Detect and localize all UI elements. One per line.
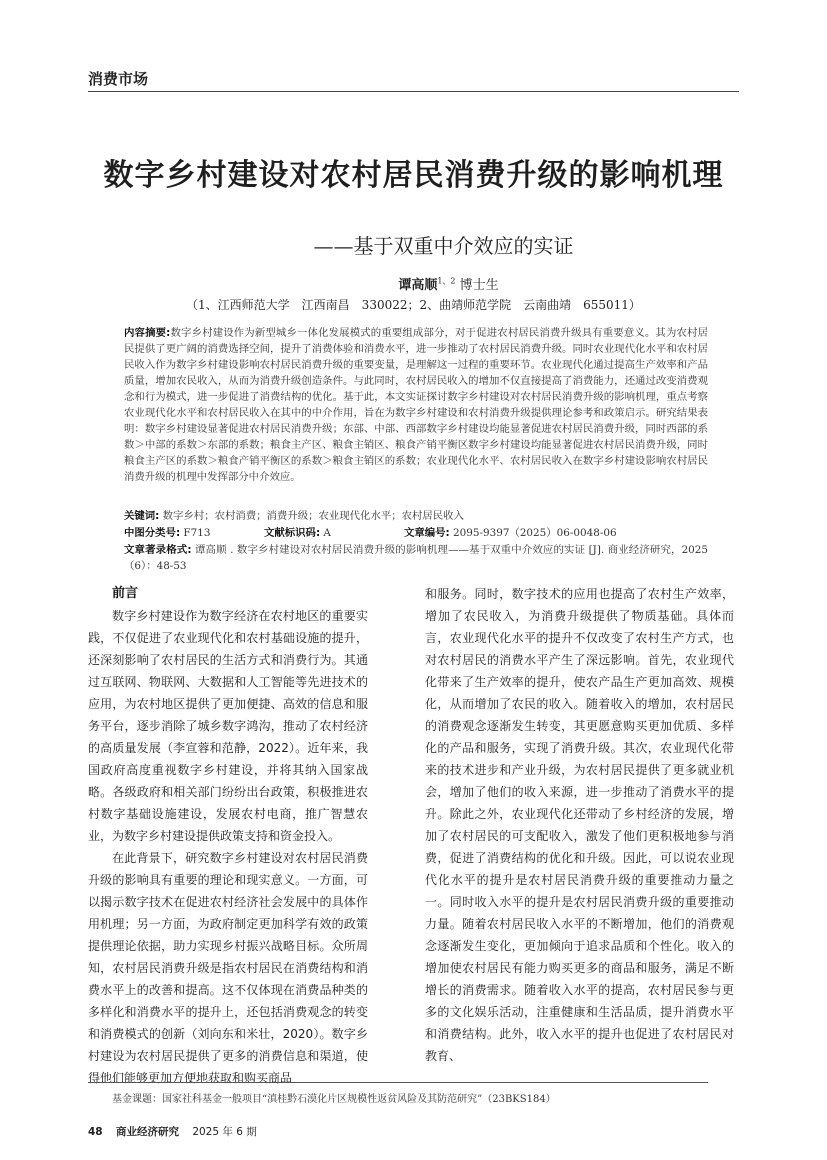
citation-label: 文章著录格式: — [124, 544, 192, 556]
author-affiliation: （1、江西师范大学 江西南昌 330022；2、曲靖师范学院 云南曲靖 655011） — [186, 298, 641, 312]
article-number-value: 2095-9397（2025）06-0048-06 — [453, 527, 617, 539]
abstract-text: 数字乡村建设作为新型城乡一体化发展模式的重要组成部分，对于促进农村居民消费升级具有重要意义。其为农村居民提供了更广阔的消费选择空间，提升了消费体验和消费水平，进一步推动了农村居民消费升级。同时农业现代化水平和农村居民收入作为数字乡村建设影响农村居民消费升级的重要变量，是理解这一过程的重要环节。农业现代化通过提高生产效率和产品质量，增加农民收入，从而为消费升级创造条件。与此同时，农村居民收入的增加不仅直接提高了消费能力，还通过改变消费观念和行为模式，进一步促进了消费结构的优化。基于此，本文实证探讨数字乡村建设对农村居民消费升级的影响机理，重点考察农业现代化水平和农村居民收入在其中的中介作用，旨在为数字乡村建设和农村消费升级提供理论参考和政策启示。研究结果表明：数字乡村建设显著促进农村居民消费升级；东部、中部、西部数字乡村建设均能显著促进农村居民消费升级，同时西部的系数＞中部的系数＞东部的系数；粮食主产区、粮食主销区、粮食产销平衡区数字乡村建设均能显著促进农村居民消费升级，同时粮食主产区的系数＞粮食产销平衡区的系数＞粮食主销区的系数；农业现代化水平、农村居民收入在数字乡村建设影响农村居民消费升级的机理中发挥部分中介效应。 — [124, 327, 708, 483]
footnote: 基金课题：国家社科基金一般项目“滇桂黔石漠化片区规模性返贫风险及其防范研究”（23BKS184） — [112, 1094, 556, 1105]
body-column-left — [88, 583, 368, 1089]
doc-code-label: 文献标识码: — [264, 527, 321, 539]
citation-format — [124, 542, 708, 574]
body-paragraph: 和服务。同时，数字技术的应用也提高了农村生产效率，增加了农民收入，为消费升级提供了物质基础。具体而言，农业现代化水平的提升不仅改变了农村生产方式，也对农村居民的消费水平产生了深远影响。首先，农业现代化带来了生产效率的提升，使农产品生产更加高效、规模化，从而增加了农民的收入。随着收入的增加，农村居民的消费观念逐渐发生转变，其更愿意购买更加优质、多样化的产品和服务，实现了消费升级。其次，农业现代化带来的技术进步和产业升级，为农村居民提供了更多就业机会，增加了他们的收入来源，进一步推动了消费水平的提升。除此之外，农业现代化还带动了乡村经济的发展，增加了农村居民的可支配收入，激发了他们更积极地参与消费，促进了消费结构的优化和升级。因此，可以说农业现代化水平的提升是农村居民消费升级的重要推动力量之一。同时收入水平的提升是农村居民消费升级的重要推动力量。随着农村居民收入水平的不断增加，他们的消费观念逐渐发生变化，更加倾向于追求品质和个性化。收入的增加使农村居民有能力购买更多的商品和服务，满足不断增长的消费需求。随着收入水平的提高，农村居民参与更多的文化娱乐活动，注重健康和生活品质，提升消费水平和消费结构。此外，收入水平的提升也促进了农村居民对教育、 — [425, 587, 734, 1063]
keywords — [124, 508, 708, 524]
journal-name: 商业经济研究 — [115, 1126, 179, 1138]
article-title: 数字乡村建设对农村居民消费升级的影响机理 — [103, 158, 724, 193]
abstract-label: 内容摘要: — [124, 327, 171, 339]
article-number-label: 文章编号: — [404, 527, 450, 539]
page-footer — [88, 1124, 257, 1139]
abstract — [124, 325, 708, 485]
clc-label: 中图分类号: — [124, 527, 181, 539]
author-line — [0, 274, 827, 293]
body-paragraph: 在此背景下，研究数字乡村建设对农村居民消费升级的影响具有重要的理论和现实意义。一方面，可以揭示数字技术在促进农村经济社会发展中的具体作用机理；另一方面，为政府制定更加科学有效的政策提供理论依据，助力实现乡村振兴战略目标。众所周知，农村居民消费升级是指农村居民在消费结构和消费水平上的改善和提高。这不仅体现在消费品种类的多样化和消费水平的提升上，还包括消费观念的转变和消费模式的创新（刘向东和米壮，2020）。数字乡村建设为农村居民提供了更多的消费信息和渠道，使得他们能够更加方便地获取和购买商品 — [88, 851, 368, 1085]
keywords-label: 关键词: — [124, 510, 160, 522]
citation-text: 谭高顺 . 数字乡村建设对农村居民消费升级的影响机理——基于双重中介效应的实证 [J]. 商业经济研究，2025（6）：48-53 — [124, 544, 709, 572]
author-affiliation-marker: 1、2 — [437, 276, 456, 286]
body-paragraph: 数字乡村建设作为数字经济在农村地区的重要实践，不仅促进了农业现代化和农村基础设施的提升，还深刻影响了农村居民的生活方式和消费行为。其通过互联网、物联网、大数据和人工智能等先进技术的应用，为农村地区提供了更加便捷、高效的信息和服务平台，逐步消除了城乡数字鸿沟，推动了农村经济的高质量发展（李宣蓉和范静，2022）。近年来，我国政府高度重视数字乡村建设，并将其纳入国家战略。各级政府和相关部门纷纷出台政策，积极推进农村数字基础设施建设，发展农村电商，推广智慧农业，为数字乡村建设提供政策支持和资金投入。 — [88, 609, 368, 843]
section-tag: 消费市场 — [88, 70, 149, 88]
page-number: 48 — [88, 1126, 103, 1138]
header-rule — [88, 91, 739, 92]
author-name: 谭高顺 — [398, 278, 438, 293]
footnote-rule — [88, 1082, 708, 1083]
section-heading: 前言 — [112, 586, 139, 601]
author-title: 博士生 — [459, 278, 499, 293]
doc-code-value: A — [323, 527, 331, 539]
identifiers — [124, 525, 708, 541]
keywords-text: 数字乡村；农村消费；消费升级；农业现代化水平；农村居民收入 — [162, 510, 464, 522]
clc-value: F713 — [183, 527, 211, 539]
article-subtitle: ——基于双重中介效应的实证 — [313, 234, 574, 258]
journal-issue: 2025 年 6 期 — [192, 1126, 257, 1138]
body-column-right — [425, 583, 734, 1067]
